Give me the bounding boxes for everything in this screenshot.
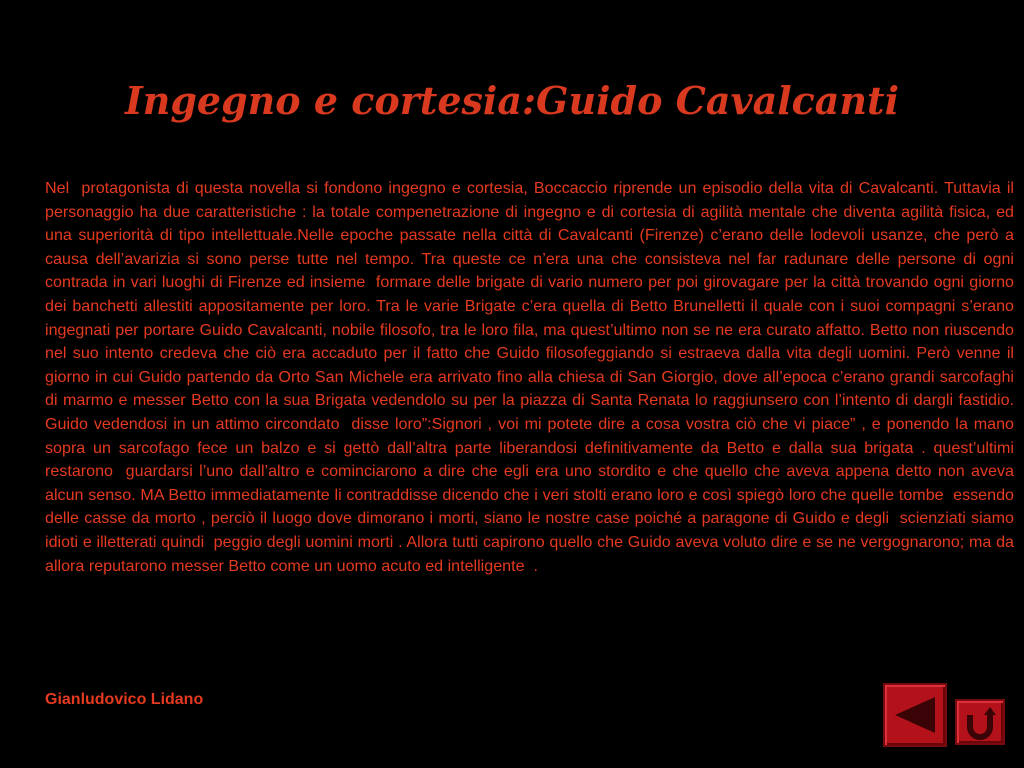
triangle-left-icon	[885, 685, 945, 745]
author-name: Gianludovico Lidano	[45, 691, 204, 708]
previous-slide-button[interactable]	[883, 683, 947, 747]
slide-body-text: Nel protagonista di questa novella si fondono ingegno e cortesia, Boccaccio riprende un episodio della vita di Cavalcanti. Tuttavia il personaggio ha due caratteristiche : la totale compenetrazione di ingegno e di cortesia di agilità mentale che diventa agilità fisica, ed una superiorità di tipo intellettuale.Nelle epoche passate nella città di Cavalcanti (Firenze) c’erano delle lodevoli usanze, che però a causa dell’avarizia si sono perse tutte nel tempo. Tra queste ce n’era una che consisteva nel far radunare delle persone di ogni contrada in vari luoghi di Firenze ed insieme formare delle brigate di vario numero per poi girovagare per la città trovando ogni giorno dei banchetti allestiti appositamente per loro. Tra le varie Brigate c’era quella di Betto Brunelletti il quale con i suoi compagni s’erano ingegnati per portare Guido Cavalcanti, nobile filosofo, tra le loro fila, ma quest’ultimo non se ne era curato affatto. Betto non riuscendo nel suo intento credeva che ciò era accaduto per il fatto che Guido filosofeggiando si estraeva dalla vita degli uomini. Però venne il giorno in cui Guido partendo da Orto San Michele era arrivato fino alla chiesa di San Giorgio, dove all’epoca c’erano grandi sarcofaghi di marmo e messer Betto con la sua Brigata vedendolo su per la piazza di Santa Renata lo raggiunsero con l’intento di dargli fastidio. Guido vedendosi in un attimo circondato disse loro”:Signori , voi mi potete dire a cosa vostra ciò che vi piace” , e ponendo la mano sopra un sarcofago fece un balzo e si gettò dall’altra parte liberandosi definitivamente da Betto e dalla sua brigata . quest’ultimi restarono guardarsi l’uno dall’altro e cominciarono a dire che egli era uno stordito e che quello che aveva appena detto non aveva alcun senso. MA Betto immediatamente li contraddisse dicendo che i veri stolti erano loro e così spiegò loro che quelle tombe essendo delle casse da morto , perciò il luogo dove dimorano i morti, siano le nostre case poiché a paragone di Guido e degli scienziati siamo idioti e illetterati quindi peggio degli uomini morti . Allora tutti capirono quello che Guido aveva voluto dire e se ne vergognarono; ma da allora reputarono messer Betto come un uomo acuto ed intelligente .	[45, 179, 1019, 575]
slide-title: Ingegno e cortesia:Guido Cavalcanti	[124, 78, 900, 123]
u-turn-arrow-icon	[957, 701, 1003, 743]
return-button[interactable]	[955, 699, 1005, 745]
